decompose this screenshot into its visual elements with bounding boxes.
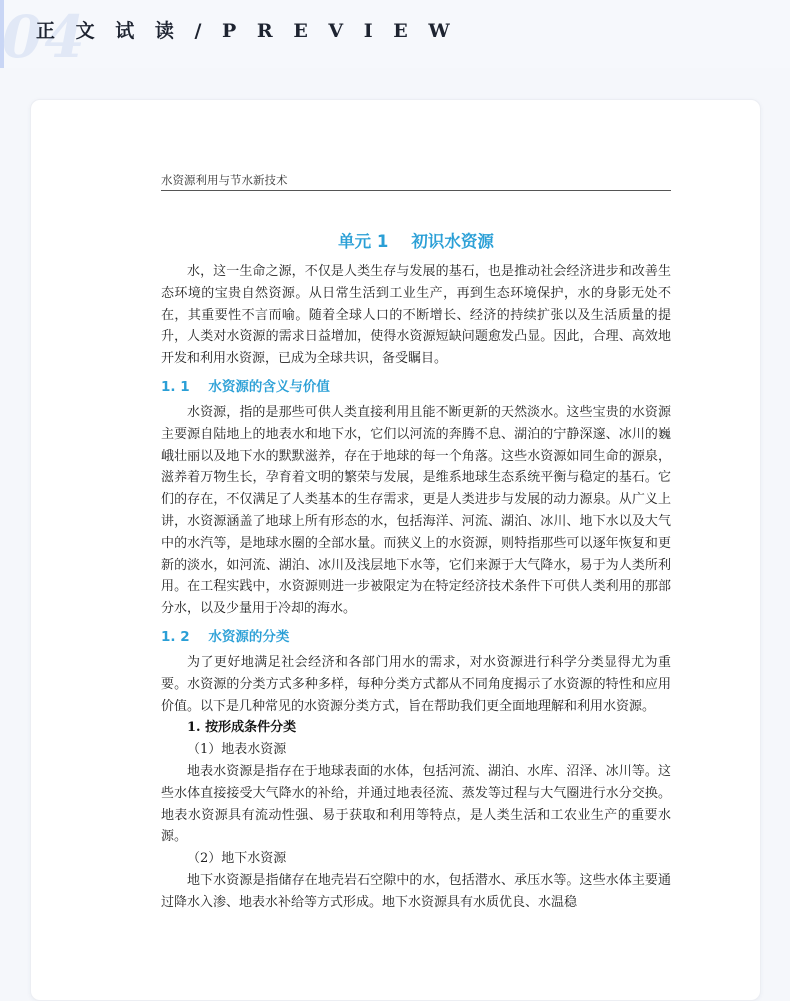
section-1-1-paragraph: 水资源，指的是那些可供人类直接利用且能不断更新的天然淡水。这些宝贵的水资源主要源自陆地上的地表水和地下水，它们以河流的奔腾不息、湖泊的宁静深邃、冰川的巍峨壮丽以及地下水的默默滋养，存在于地球的每一个角落。这些水资源如同生命的源泉，滋养着万物生长，孕育着文明的繁荣与发展，是维系地球生态系统平衡与稳定的基石。它们的存在，不仅满足了人类基本的生存需求，更是人类进步与发展的动力源泉。从广义上讲，水资源涵盖了地球上所有形态的水，包括海洋、河流、湖泊、冰川、地下水以及大气中的水汽等，是地球水圈的全部水量。而狭义上的水资源，则特指那些可以逐年恢复和更新的淡水，如河流、湖泊、冰川及浅层地下水等，它们来源于大气降水，易于为人类所利用。在工程实践中，水资源则进一步被限定为在特定经济技术条件下可供人类利用的那部分水，以及少量用于冷却的海水。: [161, 404, 671, 617]
item-label-surface-water: （1）地表水资源: [187, 742, 287, 758]
section-1-2-paragraph: 为了更好地满足社会经济和各部门用水的需求，对水资源进行科学分类显得尤为重要。水资源的分类方式多种多样，每种分类方式都从不同角度揭示了水资源的特性和应用价值。以下是几种常见的水资源分类方式，旨在帮助我们更全面地理解和利用水资源。: [161, 654, 671, 714]
intro-paragraph: 水，这一生命之源，不仅是人类生存与发展的基石，也是推动社会经济进步和改善生态环境的宝贵自然资源。从日常生活到工业生产，再到生态环境保护，水的身影无处不在，其重要性不言而喻。随着全球人口的不断增长、经济的持续扩张以及生活质量的提升，人类对水资源的需求日益增加，使得水资源短缺问题愈发凸显。因此，合理、高效地开发和利用水资源，已成为全球共识，备受瞩目。: [161, 264, 671, 367]
section-heading-1-1: 1. 1 水资源的含义与价值: [161, 378, 330, 395]
banner-watermark-number: 04: [2, 3, 87, 68]
preview-banner: [0, 0, 790, 68]
groundwater-paragraph: 地下水资源是指储存在地壳岩石空隙中的水，包括潜水、承压水等。这些水体主要通过降水入渗、地表水补给等方式形成。地下水资源具有水质优良、水温稳: [161, 872, 671, 910]
unit-title: 单元 1 初识水资源: [338, 232, 494, 251]
page-content: [161, 172, 671, 914]
banner-title: 正 文 试 读 / P R E V I E W: [36, 20, 457, 42]
surface-water-paragraph: 地表水资源是指存在于地球表面的水体，包括河流、湖泊、水库、沼泽、冰川等。这些水体直接接受大气降水的补给，并通过地表径流、蒸发等过程与大气圈进行水分交换。地表水资源具有流动性强、易于获取和利用等特点，是人类生活和工农业生产的重要水源。: [161, 763, 671, 845]
subheading-formation-classification: 1. 按形成条件分类: [187, 720, 297, 736]
item-label-groundwater: （2）地下水资源: [187, 851, 287, 867]
running-header: 水资源利用与节水新技术: [161, 172, 671, 191]
section-heading-1-2: 1. 2 水资源的分类: [161, 628, 290, 645]
